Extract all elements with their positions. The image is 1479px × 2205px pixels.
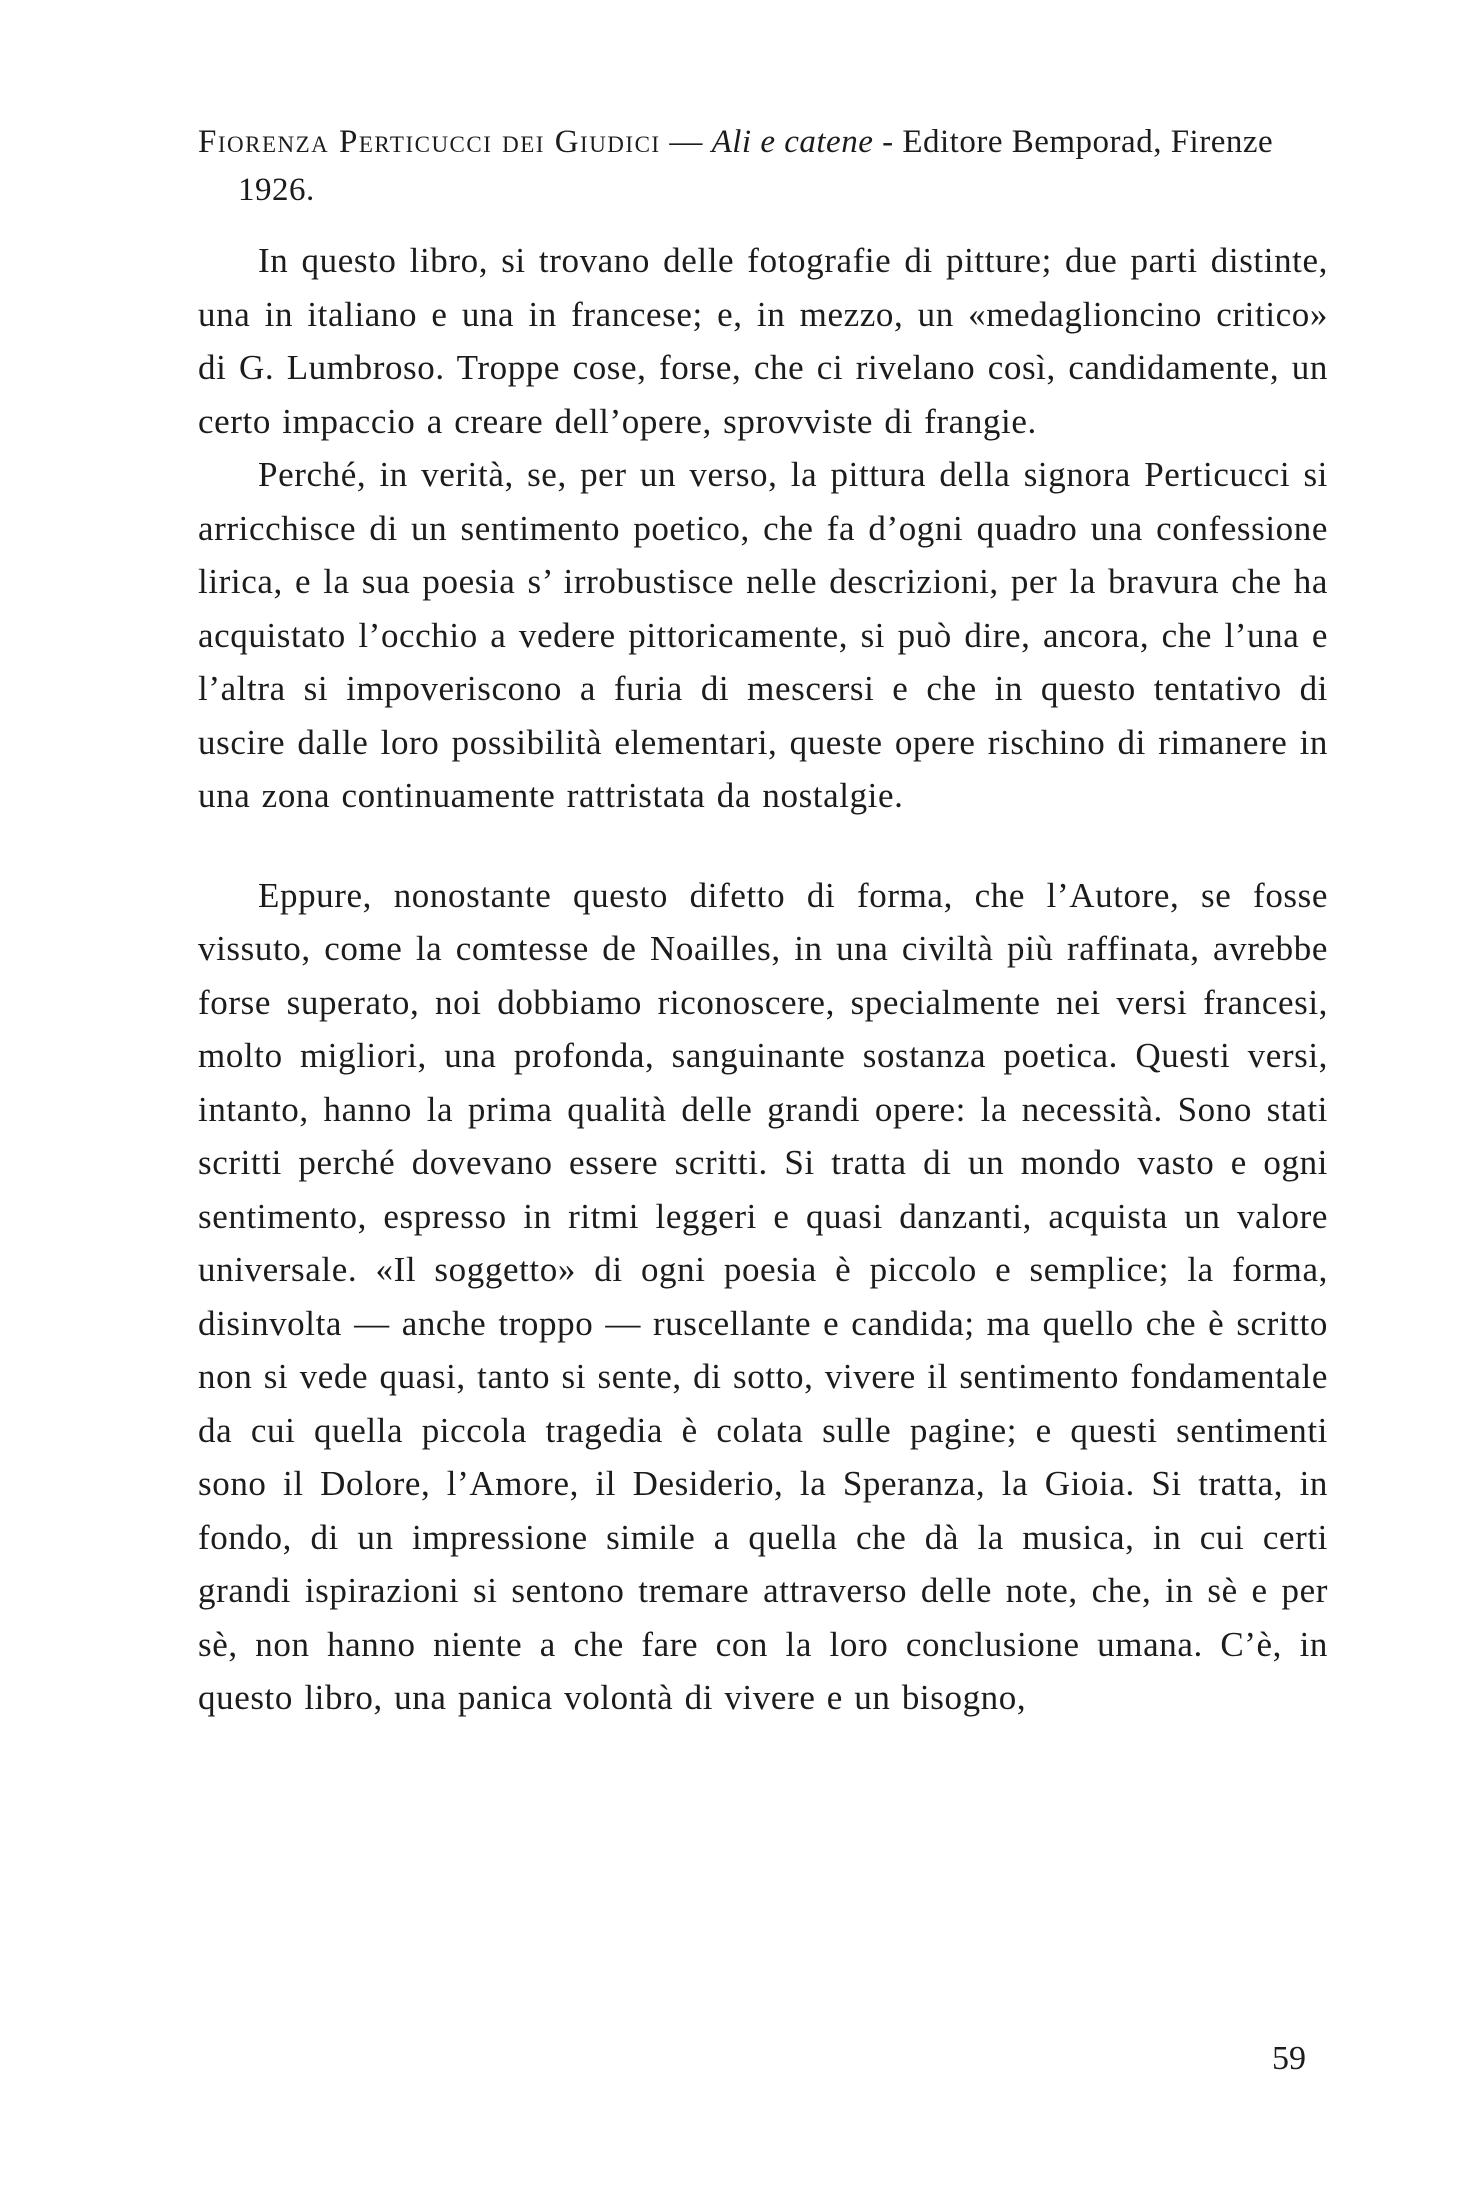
publisher-info: - Editore Bemporad, Firenze 1926. — [238, 124, 1274, 208]
book-title: Ali e catene — [711, 124, 874, 160]
paragraph-3: Eppure, nonostante questo difetto di forma, che l’Autore, se fosse vissuto, come la comtesse de Noailles, in una civiltà più raffinata, avrebbe forse superato, noi dobbiamo riconoscere, specialmente nei versi francesi, molto migliori, una profonda, sanguinante sostanza poetica. Questi versi, intanto, hanno la prima qualità delle grandi opere: la necessità. Sono stati scritti perché dovevano essere scritti. Si tratta di un mondo vasto e ogni sentimento, espresso in ritmi leggeri e quasi danzanti, acquista un valore universale. «Il soggetto» di ogni poesia è piccolo e semplice; la forma, disinvolta — anche troppo — ruscellante e candida; ma quello che è scritto non si vede quasi, tanto si sente, di sotto, vivere il sentimento fondamentale da cui quella piccola tragedia è colata sulle pagine; e questi sentimenti sono il Dolore, l’Amore, il Desiderio, la Speranza, la Gioia. Si tratta, in fondo, di un impressione simile a quella che dà la musica, in cui certi grandi ispirazioni si sentono tremare attraverso delle note, che, in sè e per sè, non hanno niente a che fare con la loro conclusione umana. C’è, in questo libro, una panica volontà di vivere e un bisogno, — [198, 875, 1328, 1717]
author-name: Fiorenza Perticucci dei Giudici — [198, 124, 661, 160]
header-separator: — — [660, 124, 712, 160]
paragraph-2: Perché, in verità, se, per un verso, la pittura della signora Perticucci si arricchisce di un sentimento poetico, che fa d’ogni quadro una confessione lirica, e la sua poesia s’ irrobustisce nelle descrizioni, per la bravura che ha acquistato l’occhio a vedere pittoricamente, si può dire, ancora, che l’una e l’altra si impoveriscono a furia di mescersi e che in questo tentativo di uscire dalle loro possibilità elementari, queste opere rischino di rimanere in una zona continuamente rattristata da nostalgie. — [198, 455, 1328, 815]
page-number: 59 — [1272, 2040, 1306, 2077]
page-content — [198, 118, 1328, 1725]
paragraph-1: In questo libro, si trovano delle fotografie di pitture; due parti distinte, una in italiano e una in francese; e, in mezzo, un «medaglioncino critico» di G. Lumbroso. Troppe cose, forse, che ci rivelano così, candidamente, un certo impaccio a creare dell’opere, sprovviste di frangie. — [198, 241, 1328, 441]
review-header — [198, 118, 1328, 214]
